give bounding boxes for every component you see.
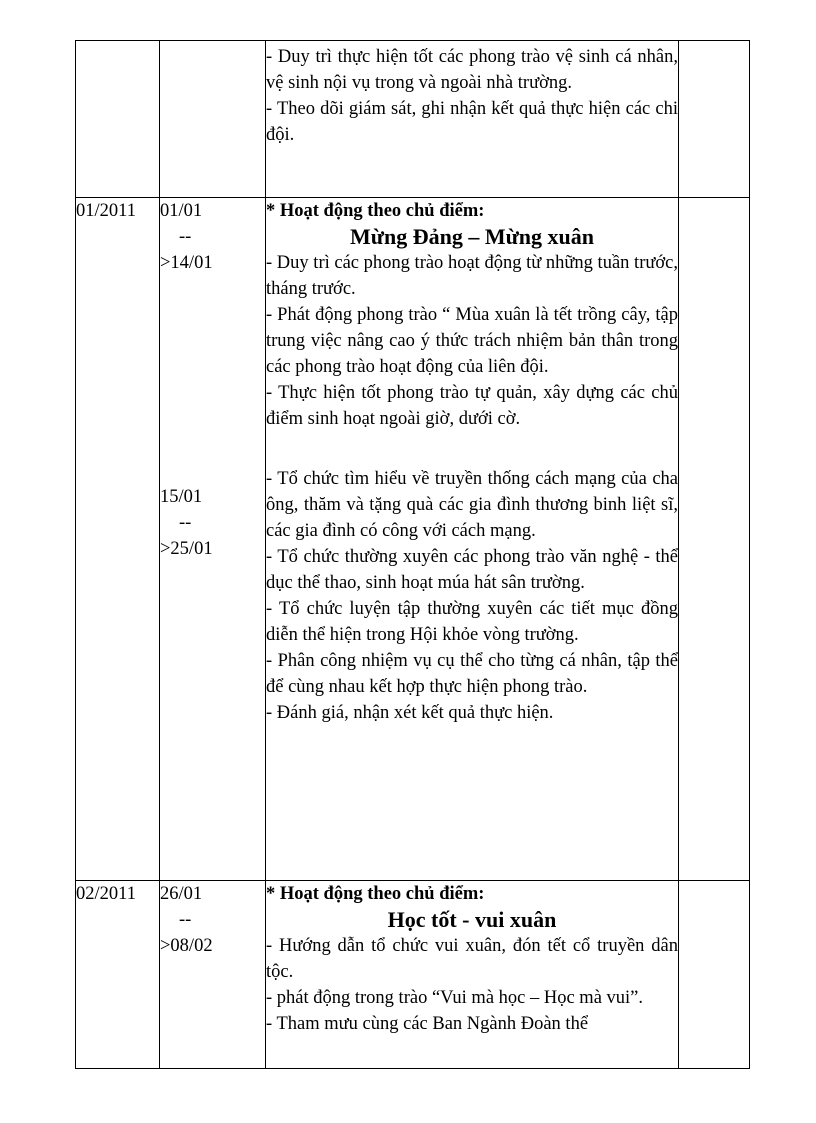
list-item: - Duy trì các phong trào hoạt động từ những tuần trước, tháng trước. (266, 253, 678, 299)
section-heading: * Hoạt động theo chủ điểm: (266, 884, 485, 904)
note-cell (679, 41, 750, 198)
month-cell: 01/2011 (76, 198, 160, 881)
table-row (76, 41, 750, 198)
note-cell (679, 881, 750, 1069)
dates-cell (160, 881, 266, 1069)
list-item: - Duy trì thực hiện tốt các phong trào vệ sinh cá nhân, vệ sinh nội vụ trong và ngoài nhà trường. (266, 47, 678, 93)
dates-cell (160, 41, 266, 198)
list-item: - Phát động phong trào “ Mùa xuân là tết trồng cây, tập trung việc nâng cao ý thức trách nhiệm bản thân trong các phong trào hoạt động của liên đội. (266, 305, 678, 377)
section-heading: * Hoạt động theo chủ điểm: (266, 201, 485, 221)
list-item: - phát động trong trào “Vui mà học – Học mà vui”. (266, 988, 644, 1008)
date-range (160, 198, 265, 276)
theme-title: Mừng Đảng – Mừng xuân (350, 224, 594, 249)
date-to: >14/01 (160, 253, 213, 273)
table-row (76, 881, 750, 1069)
list-item: - Phân công nhiệm vụ cụ thể cho từng cá nhân, tập thể để cùng nhau kết hợp thực hiện phong trào. (266, 651, 678, 697)
date-separator: -- (179, 227, 192, 247)
date-from: 15/01 (160, 487, 203, 507)
dates-cell (160, 198, 266, 881)
date-from: 01/01 (160, 201, 203, 221)
list-item: - Thực hiện tốt phong trào tự quản, xây dựng các chủ điểm sinh hoạt ngoài giờ, dưới cờ. (266, 383, 678, 429)
date-from: 26/01 (160, 884, 203, 904)
list-item: - Theo dõi giám sát, ghi nhận kết quả thực hiện các chi đội. (266, 99, 678, 145)
list-item: - Tham mưu cùng các Ban Ngành Đoàn thể (266, 1014, 589, 1034)
list-item: - Hướng dẫn tổ chức vui xuân, đón tết cổ truyền dân tộc. (266, 936, 678, 982)
activity-plan-table (75, 40, 750, 1069)
list-item: - Đánh giá, nhận xét kết quả thực hiện. (266, 703, 554, 723)
content-cell (266, 41, 679, 198)
theme-title: Học tốt - vui xuân (387, 907, 557, 932)
date-separator: -- (179, 910, 192, 930)
month-cell (76, 41, 160, 198)
date-to: >25/01 (160, 539, 213, 559)
content-cell (266, 198, 679, 881)
note-cell (679, 198, 750, 881)
list-item: - Tổ chức tìm hiểu về truyền thống cách mạng của cha ông, thăm và tặng quà các gia đình thương binh liệt sĩ, các gia đình có công với cách mạng. (266, 469, 678, 541)
list-item: - Tổ chức thường xuyên các phong trào văn nghệ - thể dục thể thao, sinh hoạt múa hát sân trường. (266, 547, 678, 593)
date-separator: -- (179, 513, 192, 533)
month-cell: 02/2011 (76, 881, 160, 1069)
date-range (160, 881, 265, 959)
table-row (76, 198, 750, 881)
content-cell (266, 881, 679, 1069)
list-item: - Tổ chức luyện tập thường xuyên các tiết mục đồng diễn thể hiện trong Hội khỏe vòng trường. (266, 599, 678, 645)
date-to: >08/02 (160, 936, 213, 956)
date-range (160, 484, 265, 562)
